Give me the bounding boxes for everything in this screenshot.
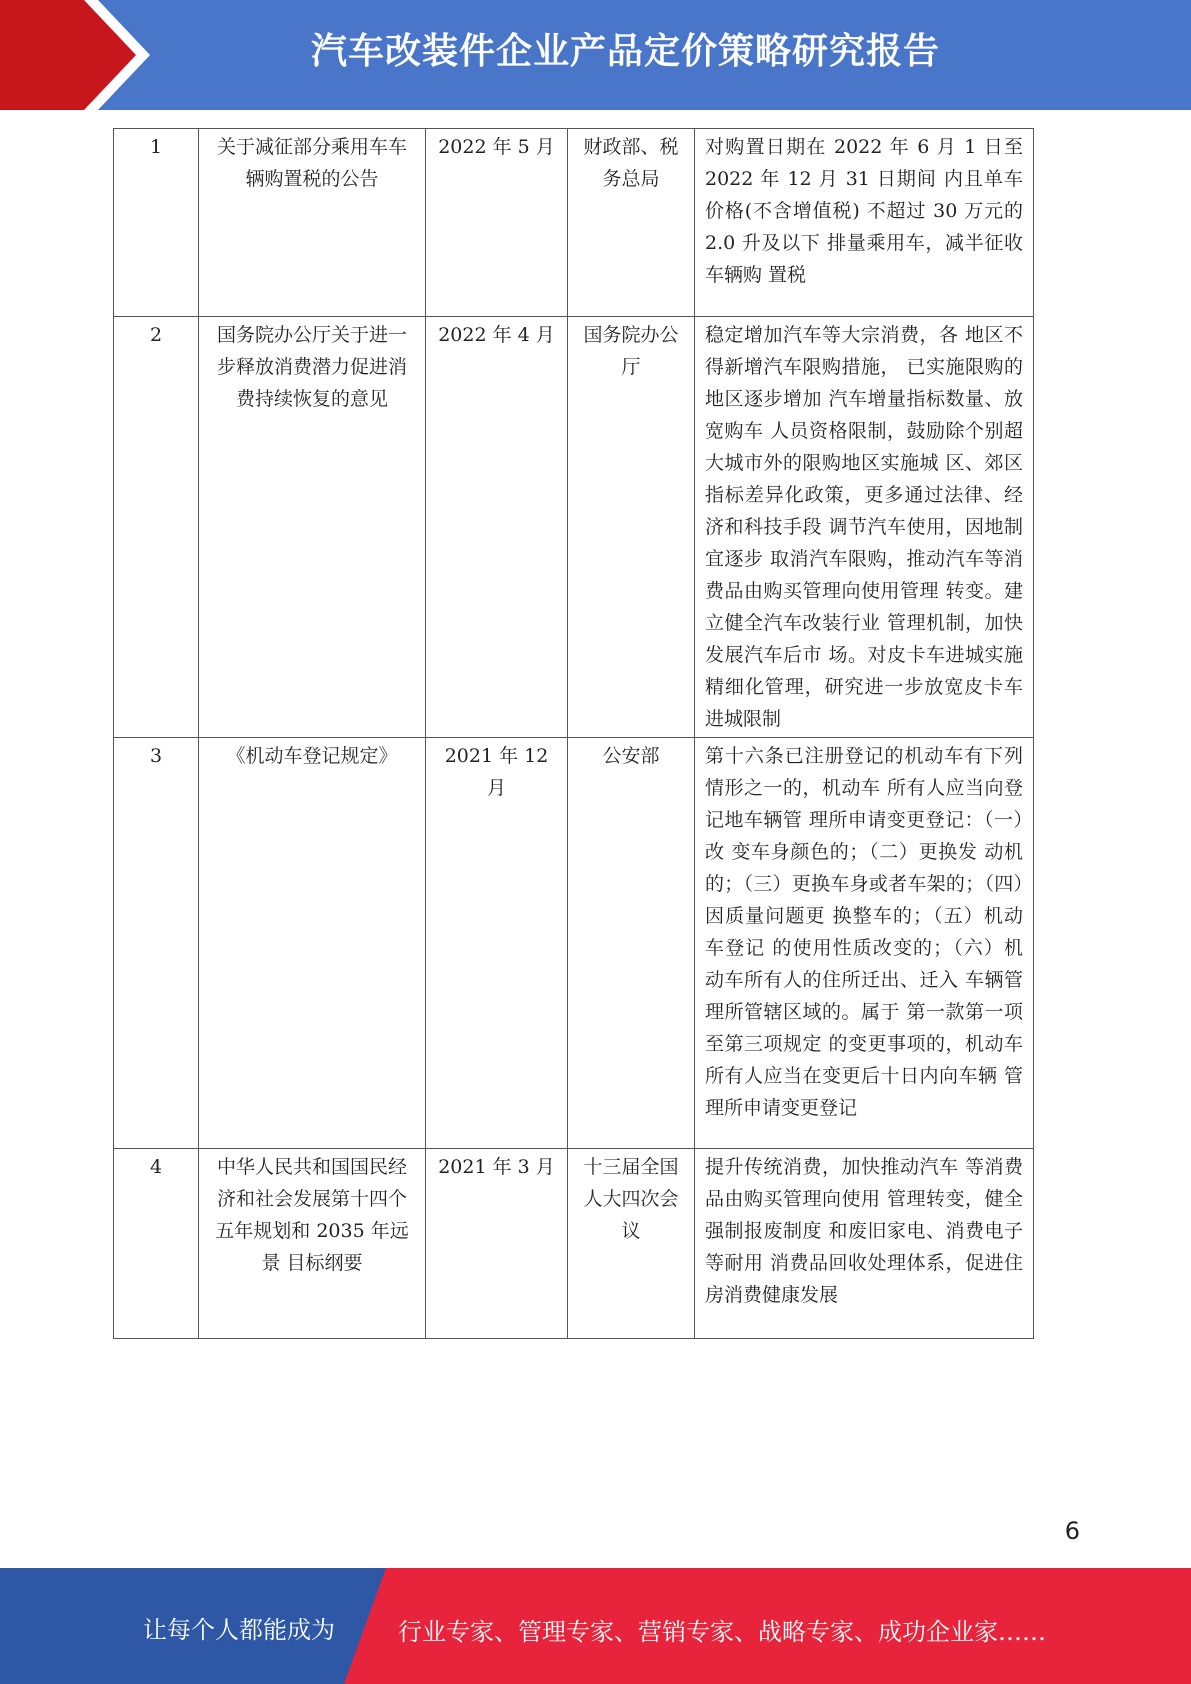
policy-name: 关于减征部分乘用车车辆购置税的公告	[216, 136, 407, 190]
table-row	[114, 738, 1034, 1149]
table-row	[114, 129, 1034, 317]
issue-date: 2021 年 3 月	[438, 1156, 555, 1178]
issuing-body: 国务院办公厅	[583, 324, 679, 378]
page-header	[0, 0, 1191, 110]
policy-content: 对购置日期在 2022 年 6 月 1 日至 2022 年 12 月 31 日期间 内且单车价格(不含增值税) 不超过 30 万元的 2.0 升及以下 排量乘用车，减半征收车辆购 置税	[705, 136, 1023, 286]
issuing-body: 财政部、税务总局	[583, 136, 679, 190]
policy-name: 中华人民共和国国民经济和社会发展第十四个五年规划和 2035 年远景 目标纲要	[215, 1156, 409, 1274]
table-row	[114, 317, 1034, 738]
policy-content: 第十六条已注册登记的机动车有下列情形之一的，机动车 所有人应当向登记地车辆管 理所申请变更登记：（一）改 变车身颜色的；（二）更换发 动机的；（三）更换车身或者车架的；（四）因质量问题更 换整车的；（五）机动车登记 的使用性质改变的；（六）机 动车所有人的住所迁出、迁入 车辆管理所管辖区域的。属于 第一款第一项至第三项规定 的变更事项的，机动车所有人应当在变更后十日内向车辆 管理所申请变更登记	[705, 745, 1023, 1119]
policy-table	[113, 128, 1034, 1339]
policy-content: 稳定增加汽车等大宗消费，各 地区不得新增汽车限购措施， 已实施限购的地区逐步增加 汽车增量指标数量、放宽购车 人员资格限制，鼓励除个别超 大城市外的限购地区实施城 区、郊区指标差异化政策，更多通过法律、经济和科技手段 调节汽车使用，因地制宜逐步 取消汽车限购，推动汽车等消 费品由购买管理向使用管理 转变。建立健全汽车改装行业 管理机制，加快发展汽车后市 场。对皮卡车进城实施精细化管理，研究进一步放宽皮卡车 进城限制	[705, 324, 1023, 730]
report-title: 汽车改装件企业产品定价策略研究报告	[310, 31, 940, 72]
issue-date: 2022 年 4 月	[438, 324, 555, 346]
issue-date: 2021 年 12 月	[444, 745, 549, 799]
row-number: 2	[149, 324, 163, 346]
policy-name: 《机动车登记规定》	[226, 745, 398, 767]
footer-slogan-left: 让每个人都能成为	[143, 1616, 335, 1644]
page-number: 6	[1064, 1517, 1080, 1545]
row-number: 4	[149, 1156, 163, 1178]
policy-name: 国务院办公厅关于进一步释放消费潜力促进消费持续恢复的意见	[216, 324, 407, 410]
issuing-body: 公安部	[602, 745, 660, 767]
issue-date: 2022 年 5 月	[438, 136, 555, 158]
policy-content: 提升传统消费，加快推动汽车 等消费品由购买管理向使用 管理转变，健全强制报废制度 和废旧家电、消费电子等耐用 消费品回收处理体系，促进住 房消费健康发展	[705, 1156, 1023, 1306]
row-number: 1	[149, 136, 163, 158]
table-row	[114, 1149, 1034, 1339]
row-number: 3	[149, 745, 163, 767]
footer-slogan-right: 行业专家、管理专家、营销专家、战略专家、成功企业家……	[398, 1618, 1046, 1646]
issuing-body: 十三届全国人大四次会议	[583, 1156, 679, 1242]
